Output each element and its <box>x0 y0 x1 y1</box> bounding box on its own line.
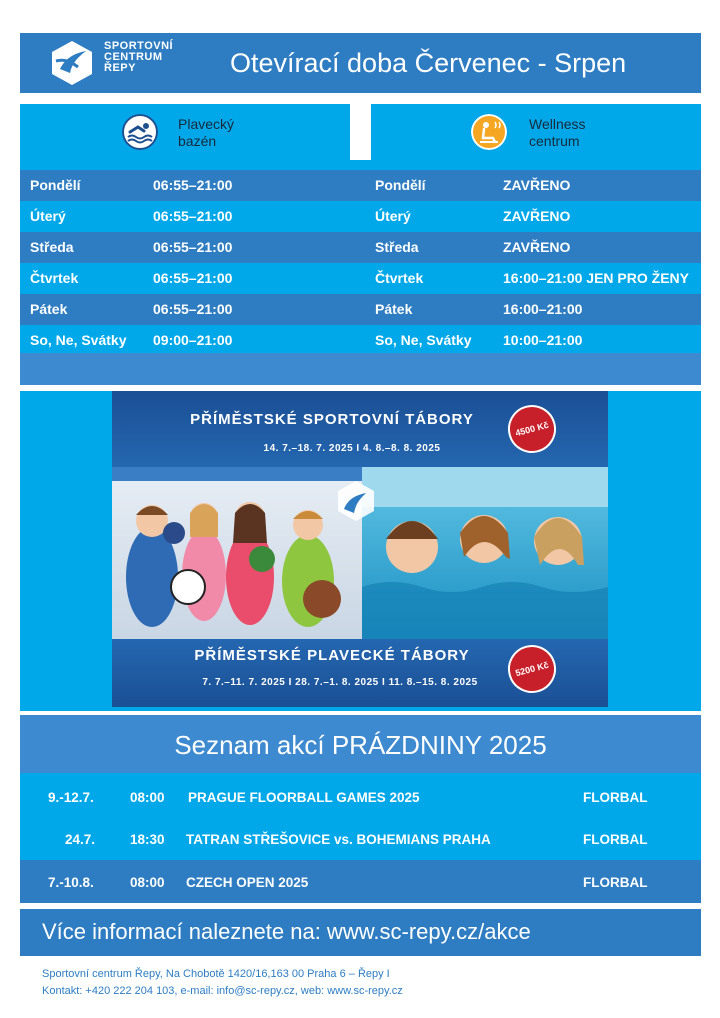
schedule-row <box>20 201 701 232</box>
sauna-icon <box>471 114 507 150</box>
pool-hours: 06:55–21:00 <box>153 177 233 193</box>
swim-camp-price-badge: 5200 Kč <box>503 640 562 699</box>
schedule-row <box>20 294 701 325</box>
logo-line: SPORTOVNÍ <box>104 40 174 52</box>
event-row <box>20 860 701 903</box>
wellness-day: Čtvrtek <box>375 270 424 286</box>
sports-camp-price-badge: 4500 Kč <box>503 400 562 459</box>
pool-day: So, Ne, Svátky <box>30 332 127 348</box>
event-date: 7.-10.8. <box>48 875 94 890</box>
header-divider <box>350 104 371 160</box>
wellness-hours: ZAVŘENO <box>503 239 571 255</box>
footer-address: Sportovní centrum Řepy, Na Chobotě 1420/16,163 00 Praha 6 – Řepy I <box>42 968 390 980</box>
wellness-day: Středa <box>375 239 419 255</box>
events-title: Seznam akcí PRÁZDNINY 2025 <box>174 730 547 760</box>
pool-header <box>20 104 350 160</box>
events-header <box>20 715 701 773</box>
pool-label <box>178 116 234 150</box>
schedule-row <box>20 232 701 263</box>
event-sport: FLORBAL <box>583 875 648 890</box>
kids-photo <box>112 467 608 639</box>
wellness-hours: ZAVŘENO <box>503 177 571 193</box>
wellness-label-line: Wellness <box>529 116 586 132</box>
wellness-hours: 16:00–21:00 JEN PRO ŽENY <box>503 270 689 286</box>
pool-hours: 06:55–21:00 <box>153 239 233 255</box>
event-date: 24.7. <box>65 832 96 847</box>
event-time: 08:00 <box>130 790 165 805</box>
pool-hours: 06:55–21:00 <box>153 301 233 317</box>
logo-line: CENTRUM <box>104 51 163 63</box>
event-time: 18:30 <box>130 832 165 847</box>
schedule-row <box>20 325 701 356</box>
schedule-row <box>20 170 701 201</box>
event-name: PRAGUE FLOORBALL GAMES 2025 <box>188 790 420 805</box>
logo-text <box>104 41 173 74</box>
wellness-hours: 16:00–21:00 <box>503 301 583 317</box>
promo-top-band <box>112 391 608 467</box>
sports-camp-title: PŘÍMĚSTSKÉ SPORTOVNÍ TÁBORY <box>190 411 474 428</box>
pool-hours: 09:00–21:00 <box>153 332 233 348</box>
pool-day: Pondělí <box>30 177 81 193</box>
event-time: 08:00 <box>130 875 165 890</box>
schedule-row <box>20 263 701 294</box>
event-name: CZECH OPEN 2025 <box>186 875 309 890</box>
event-name: TATRAN STŘEŠOVICE vs. BOHEMIANS PRAHA <box>186 832 491 847</box>
wellness-label <box>529 116 586 150</box>
wellness-header <box>371 104 701 160</box>
logo-line: ŘEPY <box>104 62 136 74</box>
event-date: 9.-12.7. <box>48 790 94 805</box>
pool-label-line: bazén <box>178 133 217 149</box>
pool-day: Středa <box>30 239 74 255</box>
more-info-link[interactable]: Více informací naleznete na: www.sc-repy.cz/akce <box>42 919 531 944</box>
schedule-footer-strip <box>20 353 701 385</box>
event-row <box>20 773 701 818</box>
camp-promo-banner <box>112 391 608 707</box>
promo-bottom-band <box>112 639 608 707</box>
pool-label-line: Plavecký <box>178 116 235 132</box>
pool-day: Pátek <box>30 301 68 317</box>
wellness-hours: ZAVŘENO <box>503 208 571 224</box>
event-sport: FLORBAL <box>583 790 648 805</box>
swimmer-icon <box>122 114 158 150</box>
sports-camp-dates: 14. 7.–18. 7. 2025 I 4. 8.–8. 8. 2025 <box>263 443 441 454</box>
pool-hours: 06:55–21:00 <box>153 270 233 286</box>
footer-contact: Kontakt: +420 222 204 103, e-mail: info@sc-repy.cz, web: www.sc-repy.cz <box>42 985 403 997</box>
wellness-day: Pondělí <box>375 177 426 193</box>
wellness-day: Úterý <box>375 208 411 224</box>
swim-camp-title: PŘÍMĚSTSKÉ PLAVECKÉ TÁBORY <box>194 647 470 664</box>
header-bar <box>20 33 701 93</box>
wellness-hours: 10:00–21:00 <box>503 332 583 348</box>
sportovni-centrum-logo-icon <box>48 39 96 87</box>
wellness-day: So, Ne, Svátky <box>375 332 472 348</box>
pool-hours: 06:55–21:00 <box>153 208 233 224</box>
wellness-label-line: centrum <box>529 133 580 149</box>
wellness-day: Pátek <box>375 301 413 317</box>
page-title: Otevírací doba Červenec - Srpen <box>230 48 627 78</box>
event-row <box>20 818 701 860</box>
swim-camp-dates: 7. 7.–11. 7. 2025 I 28. 7.–1. 8. 2025 I 11. 8.–15. 8. 2025 <box>202 677 478 688</box>
pool-day: Úterý <box>30 208 66 224</box>
more-info-bar <box>20 909 701 956</box>
event-sport: FLORBAL <box>583 832 648 847</box>
pool-day: Čtvrtek <box>30 270 79 286</box>
